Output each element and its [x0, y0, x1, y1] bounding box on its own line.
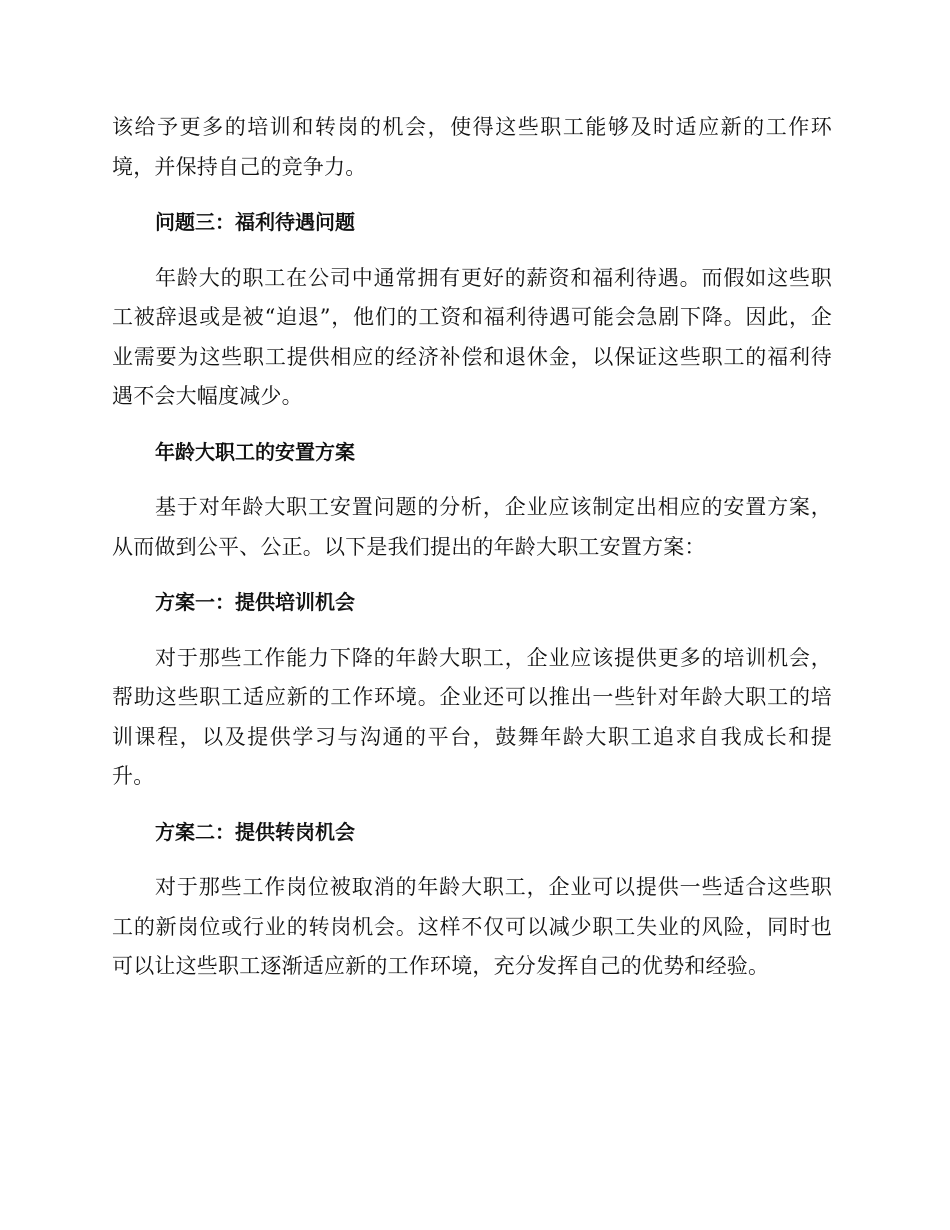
- paragraph-plans-intro: 基于对年龄大职工安置问题的分析，企业应该制定出相应的安置方案，从而做到公平、公正。以下是我们提出的年龄大职工安置方案：: [112, 495, 832, 559]
- heading-plan-two: 方案二：提供转岗机会: [155, 819, 355, 844]
- spacer: [112, 797, 832, 813]
- spacer: [112, 472, 832, 488]
- paragraph-continuation: 该给予更多的培训和转岗的机会，使得这些职工能够及时适应新的工作环境，并保持自己的竞争力。: [112, 115, 832, 179]
- paragraph-plan-two: 对于那些工作岗位被取消的年龄大职工，企业可以提供一些适合这些职工的新岗位或行业的转岗机会。这样不仅可以减少职工失业的风险，同时也可以让这些职工逐渐适应新的工作环境，充分发挥自己的优势和经验。: [112, 875, 832, 978]
- spacer: [112, 243, 832, 259]
- spacer: [112, 852, 832, 868]
- paragraph-plan-one: 对于那些工作能力下降的年龄大职工，企业应该提供更多的培训机会，帮助这些职工适应新的工作环境。企业还可以推出一些针对年龄大职工的培训课程，以及提供学习与沟通的平台，鼓舞年龄大职工追求自我成长和提升。: [112, 645, 832, 788]
- heading-placement-plans: 年龄大职工的安置方案: [155, 439, 355, 464]
- heading-plan-one: 方案一：提供培训机会: [155, 590, 355, 614]
- document-page: [112, 108, 832, 987]
- heading-problem-three: 问题三：福利待遇问题: [155, 210, 355, 234]
- spacer: [112, 417, 832, 433]
- spacer: [112, 623, 832, 639]
- spacer: [112, 567, 832, 583]
- spacer: [112, 187, 832, 203]
- paragraph-welfare: 年龄大的职工在公司中通常拥有更好的薪资和福利待遇。而假如这些职工被辞退或是被“迫退”，他们的工资和福利待遇可能会急剧下降。因此，企业需要为这些职工提供相应的经济补偿和退休金，以保证这些职工的福利待遇不会大幅度减少。: [112, 265, 832, 408]
